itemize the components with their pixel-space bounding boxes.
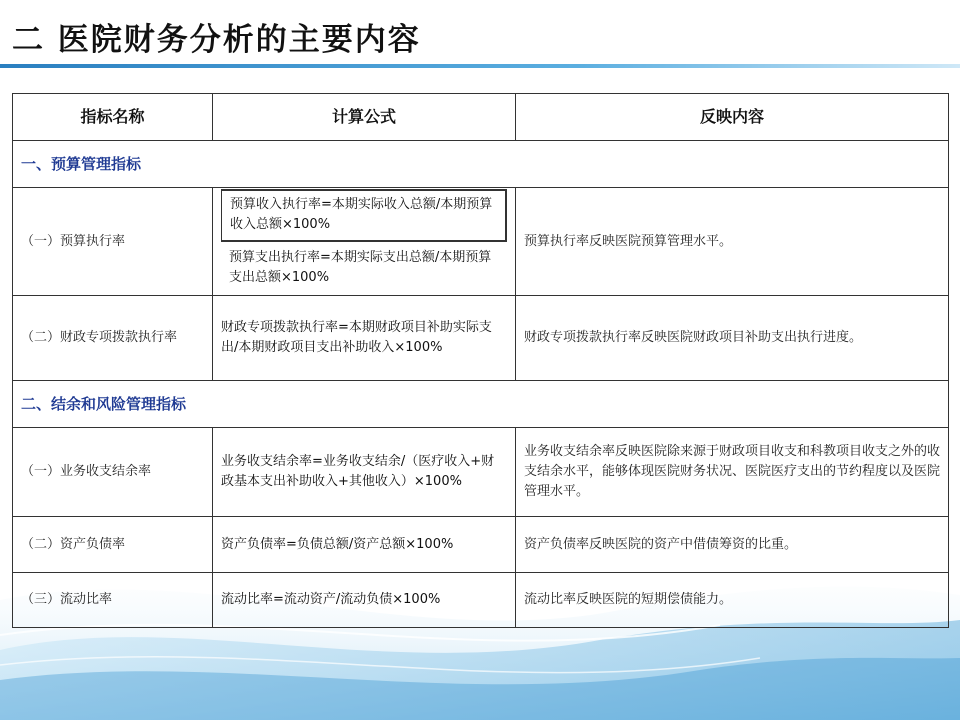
table-row bbox=[13, 188, 949, 296]
title-underline bbox=[0, 64, 960, 68]
section-row-budget bbox=[13, 141, 949, 188]
column-header-indicator: 指标名称 bbox=[13, 94, 213, 141]
page-title: 二 医院财务分析的主要内容 bbox=[12, 22, 421, 58]
formula-box: 预算支出执行率=本期实际支出总额/本期预算支出总额×100% bbox=[229, 250, 492, 285]
formula-cell: 流动比率=流动资产/流动负债×100% bbox=[213, 573, 516, 628]
indicator-name: （一）业务收支结余率 bbox=[13, 428, 213, 517]
analysis-table bbox=[12, 93, 949, 628]
indicator-name: （二）财政专项拨款执行率 bbox=[13, 296, 213, 381]
section-label: 二、结余和风险管理指标 bbox=[13, 381, 949, 428]
formula-cell: 财政专项拨款执行率=本期财政项目补助实际支出/本期财政项目支出补助收入×100% bbox=[213, 296, 516, 381]
section-label: 一、预算管理指标 bbox=[13, 141, 949, 188]
indicator-name: （三）流动比率 bbox=[13, 573, 213, 628]
table-row bbox=[13, 296, 949, 381]
content-cell: 流动比率反映医院的短期偿债能力。 bbox=[516, 573, 949, 628]
content-cell: 预算执行率反映医院预算管理水平。 bbox=[516, 188, 949, 296]
table-row bbox=[13, 573, 949, 628]
content-cell: 业务收支结余率反映医院除来源于财政项目收支和科教项目收支之外的收支结余水平，能够体现医院财务状况、医院医疗支出的节约程度以及医院管理水平。 bbox=[516, 428, 949, 517]
formula-cell: 资产负债率=负债总额/资产总额×100% bbox=[213, 517, 516, 573]
formula-cell bbox=[213, 188, 516, 296]
content-cell: 财政专项拨款执行率反映医院财政项目补助支出执行进度。 bbox=[516, 296, 949, 381]
indicator-name: （二）资产负债率 bbox=[13, 517, 213, 573]
table-header-row bbox=[13, 94, 949, 141]
formula-cell: 业务收支结余率=业务收支结余/（医疗收入+财政基本支出补助收入+其他收入）×100% bbox=[213, 428, 516, 517]
table-row bbox=[13, 517, 949, 573]
table-row bbox=[13, 428, 949, 517]
formula-box: 预算收入执行率=本期实际收入总额/本期预算收入总额×100% bbox=[221, 189, 507, 242]
column-header-formula: 计算公式 bbox=[213, 94, 516, 141]
section-row-surplus-risk bbox=[13, 381, 949, 428]
content-cell: 资产负债率反映医院的资产中借债筹资的比重。 bbox=[516, 517, 949, 573]
column-header-content: 反映内容 bbox=[516, 94, 949, 141]
indicator-name: （一）预算执行率 bbox=[13, 188, 213, 296]
